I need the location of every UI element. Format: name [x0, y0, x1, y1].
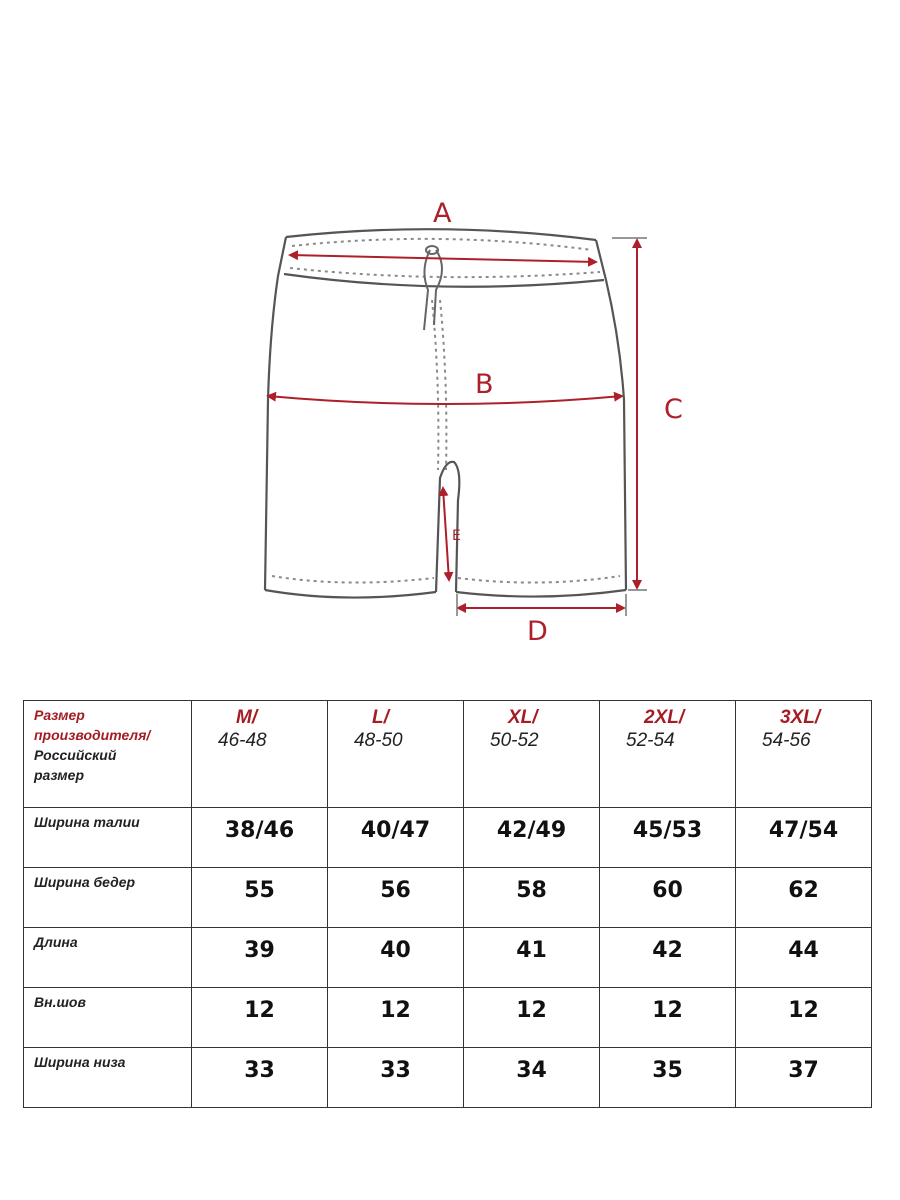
- table-cell: 12: [328, 988, 464, 1048]
- table-cell: 39: [192, 928, 328, 988]
- table-cell: 56: [328, 868, 464, 928]
- corner-line-3: Российский: [34, 747, 117, 763]
- table-cell: 62: [736, 868, 872, 928]
- corner-line-1: Размер: [34, 707, 85, 723]
- table-cell: 12: [736, 988, 872, 1048]
- size-header-m: [192, 701, 328, 808]
- corner-line-4: размер: [34, 767, 84, 783]
- table-cell: 58: [464, 868, 600, 928]
- table-cell: 44: [736, 928, 872, 988]
- table-cell: 34: [464, 1048, 600, 1108]
- table-cell: 35: [600, 1048, 736, 1108]
- size-ru: 50-52: [490, 730, 539, 751]
- size-ru: 52-54: [626, 730, 675, 751]
- table-cell: 12: [192, 988, 328, 1048]
- table-row-waist: [24, 808, 872, 868]
- table-cell: 40/47: [328, 808, 464, 868]
- dimension-b-arrow: [268, 396, 622, 404]
- dimension-e-arrow: [443, 488, 449, 580]
- table-cell: 41: [464, 928, 600, 988]
- dimension-b-label: B: [475, 369, 494, 400]
- size-header-xl: [464, 701, 600, 808]
- table-cell: 33: [192, 1048, 328, 1108]
- size-ru: 48-50: [354, 730, 403, 751]
- table-cell: 12: [600, 988, 736, 1048]
- table-cell: 42/49: [464, 808, 600, 868]
- size-code: 2XL/: [644, 707, 685, 728]
- table-header-row: [24, 701, 872, 808]
- size-header-l: [328, 701, 464, 808]
- table-row-length: [24, 928, 872, 988]
- size-code: M/: [236, 707, 258, 728]
- size-ru: 54-56: [762, 730, 811, 751]
- size-code: XL/: [508, 707, 538, 728]
- table-row-inseam: [24, 988, 872, 1048]
- size-ru: 46-48: [218, 730, 267, 751]
- size-header-3xl: [736, 701, 872, 808]
- dimension-e-label: E: [452, 528, 461, 544]
- dimension-d-label: D: [527, 616, 548, 647]
- dimension-a-arrow: [290, 255, 596, 262]
- table-row-hips: [24, 868, 872, 928]
- row-label: Длина: [24, 928, 192, 988]
- size-code: 3XL/: [780, 707, 821, 728]
- table-cell: 42: [600, 928, 736, 988]
- table-cell: 37: [736, 1048, 872, 1108]
- table-cell: 47/54: [736, 808, 872, 868]
- size-code: L/: [372, 707, 389, 728]
- table-cell: 40: [328, 928, 464, 988]
- row-label: Ширина талии: [24, 808, 192, 868]
- header-corner-cell: [24, 701, 192, 808]
- table-cell: 60: [600, 868, 736, 928]
- row-label: Ширина низа: [24, 1048, 192, 1108]
- corner-line-2: производителя/: [34, 727, 151, 743]
- table-cell: 45/53: [600, 808, 736, 868]
- table-cell: 38/46: [192, 808, 328, 868]
- table-cell: 33: [328, 1048, 464, 1108]
- dimension-c-label: C: [664, 394, 683, 425]
- size-header-2xl: [600, 701, 736, 808]
- row-label: Вн.шов: [24, 988, 192, 1048]
- table-row-hem: [24, 1048, 872, 1108]
- table-cell: 12: [464, 988, 600, 1048]
- row-label: Ширина бедер: [24, 868, 192, 928]
- size-table: [23, 700, 872, 1108]
- dimension-a-label: A: [433, 198, 452, 229]
- table-cell: 55: [192, 868, 328, 928]
